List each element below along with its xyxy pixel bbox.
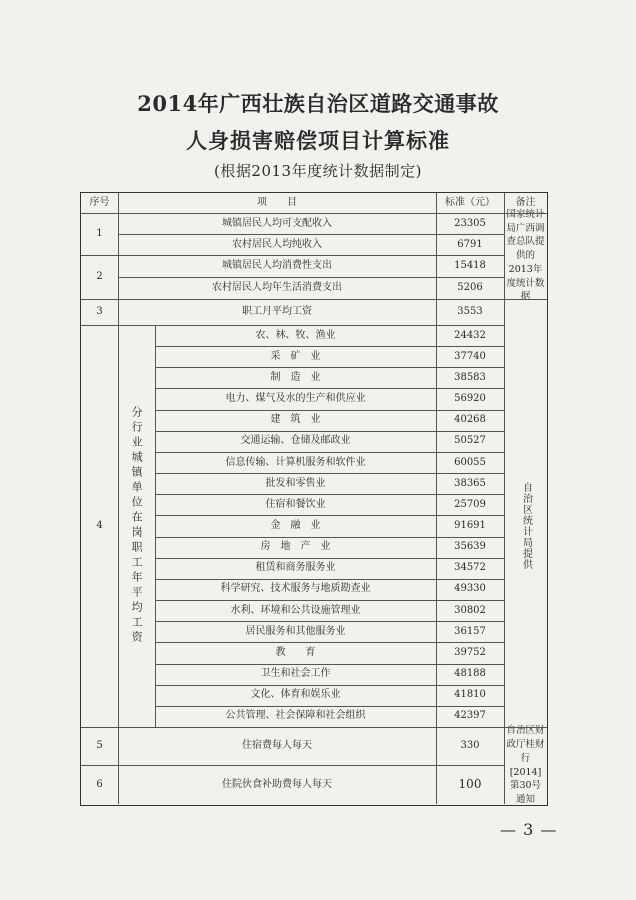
row-number-2: 2: [96, 271, 103, 282]
subtitle: (根据2013年度统计数据制定): [214, 162, 422, 180]
std-urban-disposable-income: 23305: [454, 217, 486, 229]
std-rural-net-income: 6791: [457, 238, 483, 250]
item-rural-consumption: 农村居民人均年生活消费支出: [212, 282, 342, 293]
industry-standard: 30802: [454, 604, 486, 616]
industry-standard: 25709: [454, 498, 486, 510]
note-finance-notice: 自治区财政厅桂财行[2014]第30号通知: [506, 725, 545, 806]
industry-item: 文化、体育和娱乐业: [250, 689, 341, 701]
category-cell: [118, 325, 155, 727]
item-rural-net-income: 农村居民人均纯收入: [232, 238, 322, 250]
industry-item: 农、林、牧、渔业: [255, 329, 336, 341]
std-urban-consumption: 15418: [454, 260, 486, 271]
industry-item: 教 育: [275, 646, 316, 658]
header-no: 序号: [89, 197, 110, 208]
industry-item: 信息传输、计算机服务和软件业: [225, 456, 366, 468]
header-standard: 标准（元）: [445, 197, 495, 208]
industry-standard: 35639: [454, 541, 486, 553]
note-cell-4: [504, 325, 547, 727]
note-regional-statistics-bureau: 自治区统计局提供: [520, 482, 532, 570]
industry-item: 租赁和商务服务业: [255, 562, 336, 574]
industry-item: 建 筑 业: [270, 414, 321, 426]
industry-standard: 41810: [454, 689, 486, 701]
industry-item: 居民服务和其他服务业: [245, 625, 346, 637]
industry-item: 批发和零售业: [265, 477, 326, 489]
industry-standard: 34572: [454, 562, 486, 574]
page-number: — 3 —: [500, 820, 558, 839]
industry-item: 科学研究、技术服务与地质勘查业: [220, 583, 371, 595]
row-number-1: 1: [96, 228, 103, 239]
industry-standard: 38583: [454, 371, 486, 383]
industry-item: 交通运输、仓储及邮政业: [240, 435, 351, 447]
std-lodging-fee: 330: [460, 740, 480, 751]
industry-standard: 91691: [454, 519, 486, 531]
industry-item: 水利、环境和公共设施管理业: [230, 604, 361, 616]
header-item: 项 目: [257, 197, 297, 208]
industry-standard: 56920: [454, 393, 486, 405]
industry-standard: 40268: [454, 414, 486, 426]
industry-standard: 50527: [454, 435, 486, 447]
title-line-2: 人身损害赔偿项目计算标准: [186, 128, 450, 153]
industry-item: 制 造 业: [270, 371, 321, 383]
industry-item: 采 矿 业: [270, 350, 321, 362]
std-monthly-wage: 3553: [457, 306, 483, 317]
industry-item: 卫生和社会工作: [260, 668, 331, 680]
industry-standard: 38365: [454, 477, 486, 489]
std-meal-subsidy: 100: [458, 777, 482, 792]
item-meal-subsidy: 住院伙食补助费每人每天: [222, 778, 332, 790]
std-rural-consumption: 5206: [457, 282, 483, 293]
industry-item: 公共管理、社会保障和社会组织: [225, 710, 366, 722]
industry-standard: 49330: [454, 583, 486, 595]
title-line-1: 2014年广西壮族自治区道路交通事故: [137, 91, 499, 116]
category-industry-wage: 分行业城镇单位在岗职工年平均工资: [130, 406, 144, 646]
industry-standard: 36157: [454, 625, 486, 637]
industry-standard: 48188: [454, 668, 486, 680]
item-urban-disposable-income: 城镇居民人均可支配收入: [222, 217, 332, 229]
industry-item: 电力、煤气及水的生产和供应业: [225, 393, 366, 405]
industry-standard: 37740: [454, 350, 486, 362]
row-number-5: 5: [96, 740, 103, 751]
industry-item: 房 地 产 业: [260, 541, 331, 553]
industry-standard: 39752: [454, 646, 486, 658]
industry-item: 金 融 业: [270, 519, 321, 531]
header-note: 备注: [515, 197, 536, 208]
item-monthly-wage: 职工月平均工资: [242, 306, 312, 317]
item-urban-consumption: 城镇居民人均消费性支出: [222, 260, 332, 271]
row-number-6: 6: [96, 778, 103, 790]
industry-standard: 60055: [454, 456, 486, 468]
standards-table: [80, 192, 548, 806]
industry-item: 住宿和餐饮业: [265, 498, 326, 510]
note-statistics-source: 国家统计局广西调查总队提供的2013年度统计数据: [506, 208, 545, 303]
row-number-3: 3: [96, 306, 103, 317]
industry-standard: 42397: [454, 710, 486, 722]
industry-standard: 24432: [454, 329, 486, 341]
item-lodging-fee: 住宿费每人每天: [242, 740, 312, 751]
row-number-4: 4: [96, 520, 103, 531]
